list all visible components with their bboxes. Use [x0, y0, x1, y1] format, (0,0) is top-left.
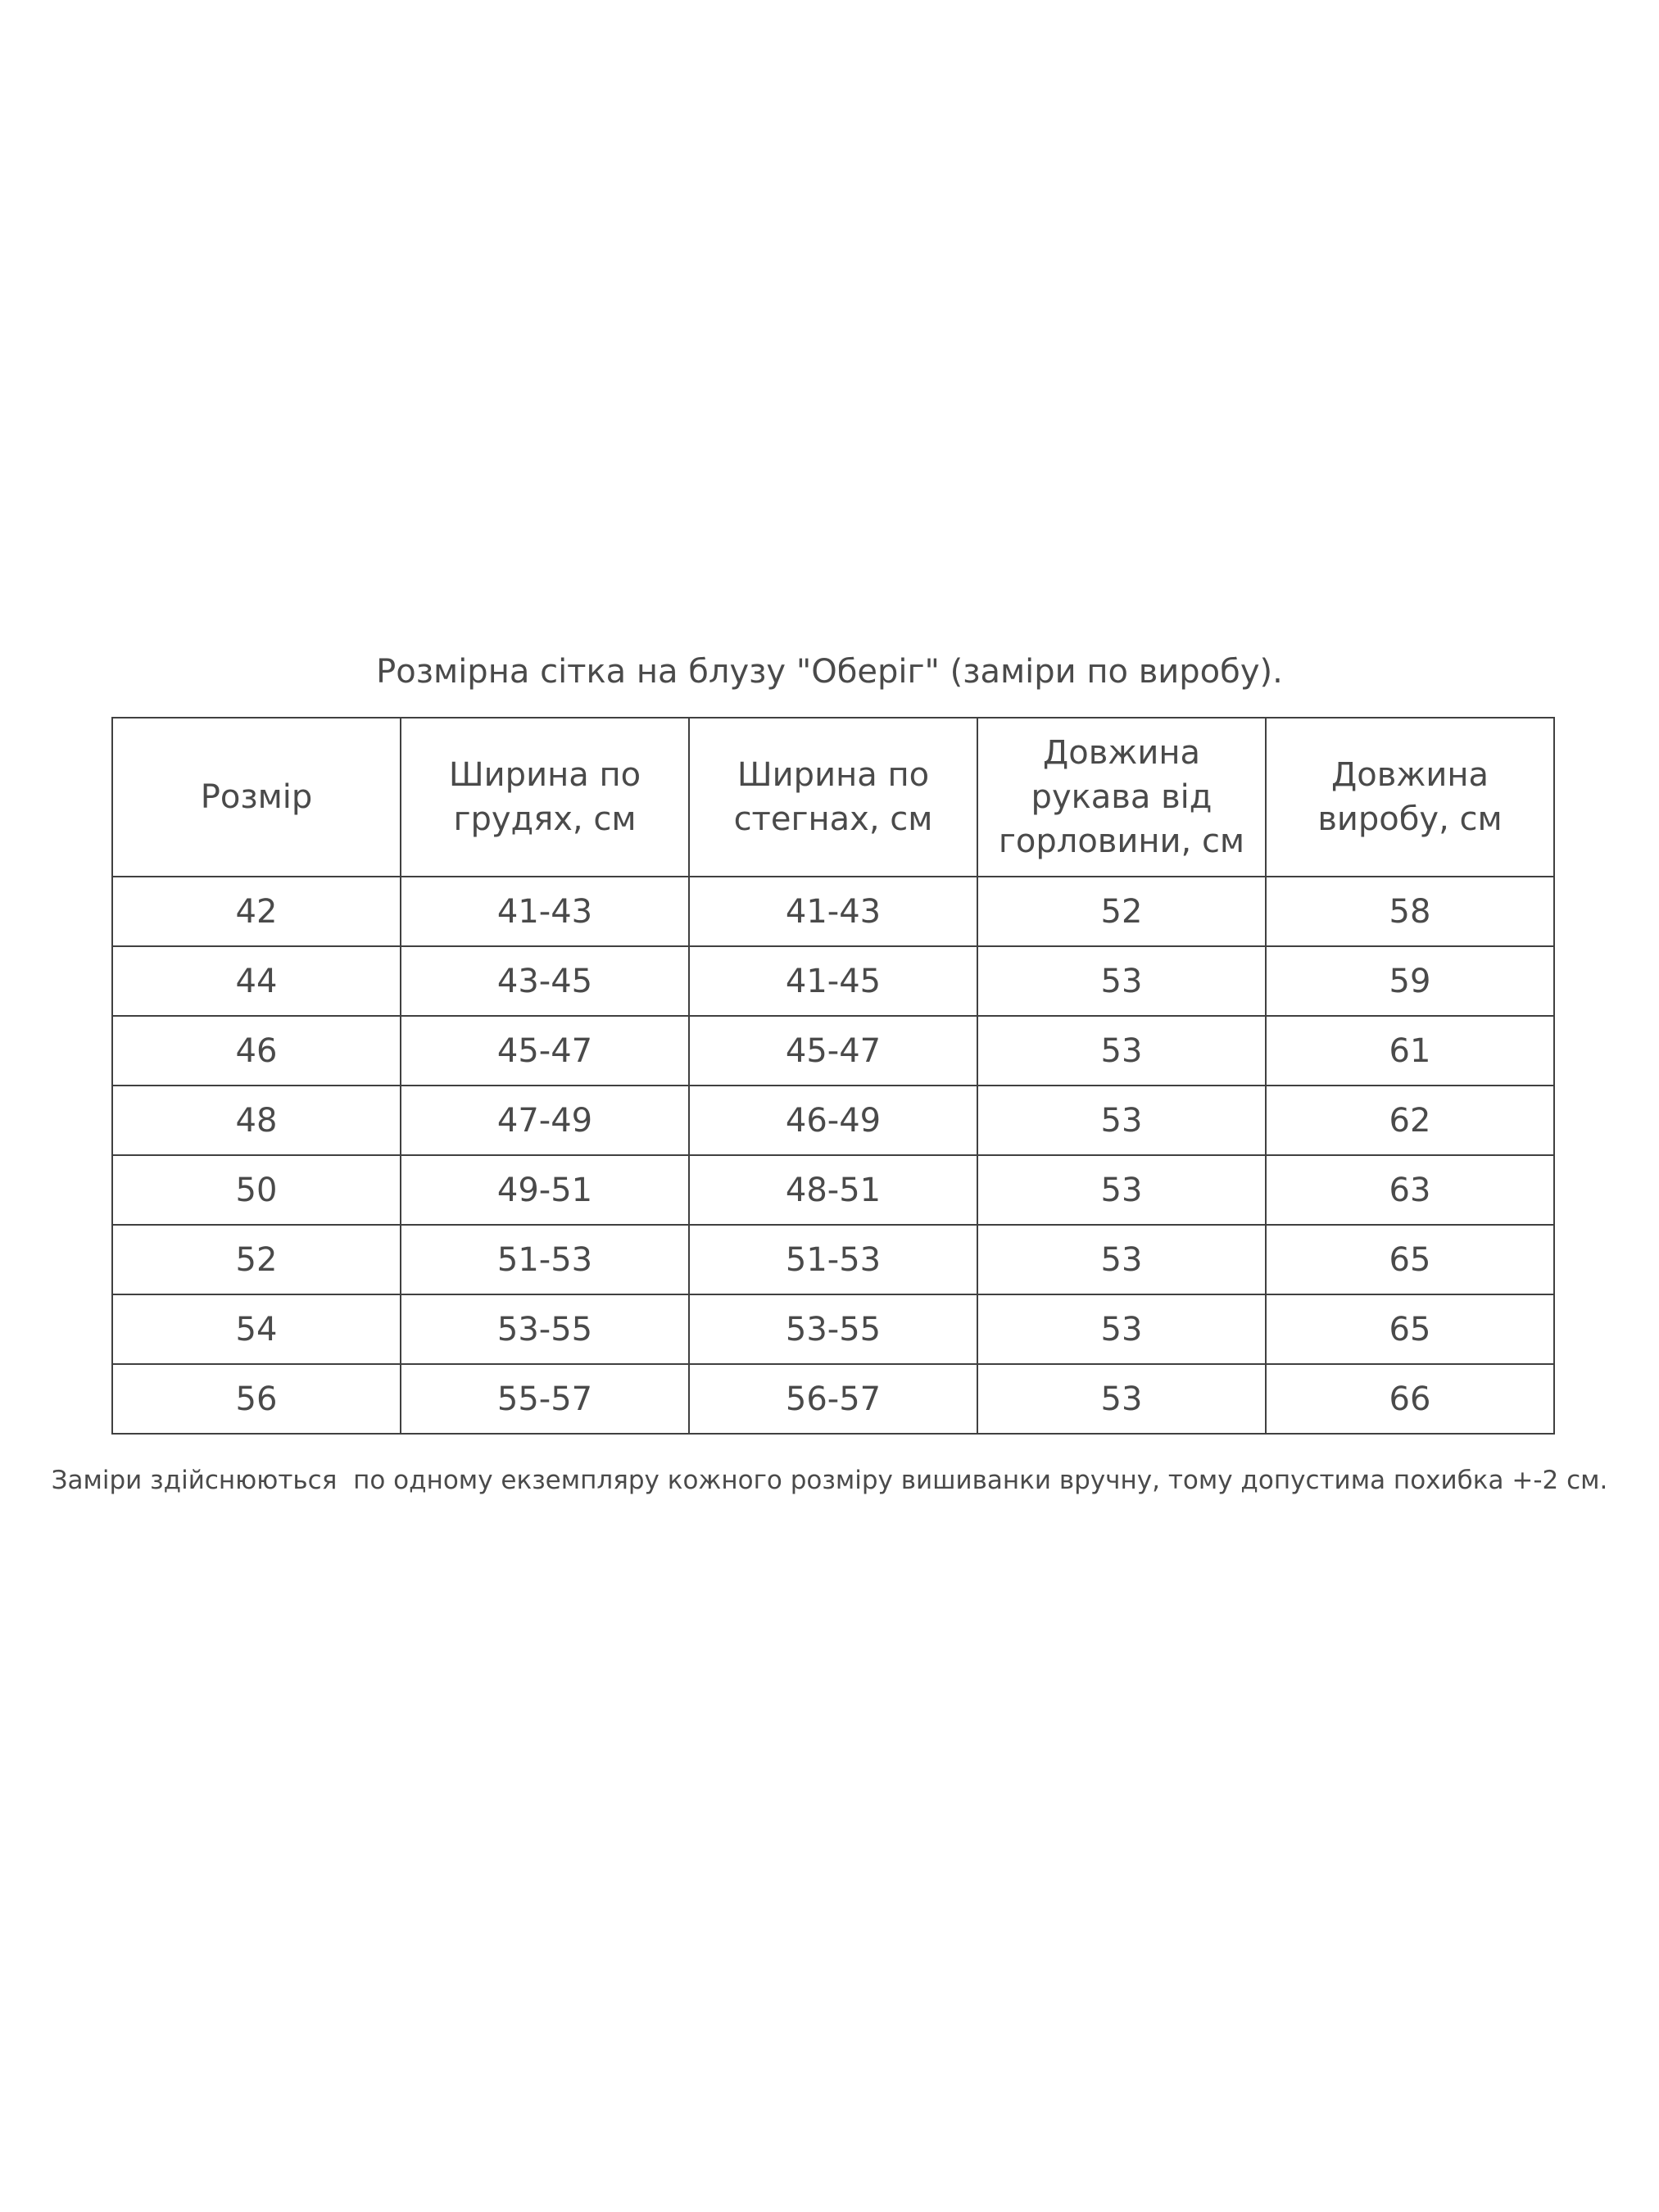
table-row — [112, 1155, 1554, 1225]
cell-sleeve-length: 52 — [977, 877, 1266, 946]
cell-garment-length: 61 — [1266, 1016, 1554, 1086]
cell-garment-length: 58 — [1266, 877, 1554, 946]
cell-sleeve-length: 53 — [977, 1294, 1266, 1364]
cell-hip-width: 53-55 — [689, 1294, 977, 1364]
cell-hip-width: 48-51 — [689, 1155, 977, 1225]
cell-chest-width: 45-47 — [401, 1016, 689, 1086]
cell-size: 52 — [112, 1225, 401, 1294]
cell-chest-width: 55-57 — [401, 1364, 689, 1434]
cell-sleeve-length: 53 — [977, 1225, 1266, 1294]
cell-size: 44 — [112, 946, 401, 1016]
cell-sleeve-length: 53 — [977, 1016, 1266, 1086]
table-title: Розмірна сітка на блузу "Оберіг" (заміри по виробу). — [376, 653, 1283, 691]
cell-size: 54 — [112, 1294, 401, 1364]
cell-garment-length: 66 — [1266, 1364, 1554, 1434]
header-size: Розмір — [112, 718, 401, 877]
measurement-note: Заміри здійснюються по одному екземпляру кожного розміру вишиванки вручну, тому допустима похибка +-2 см. — [51, 1466, 1608, 1495]
table-row — [112, 1086, 1554, 1155]
cell-sleeve-length: 53 — [977, 1086, 1266, 1155]
cell-garment-length: 62 — [1266, 1086, 1554, 1155]
cell-hip-width: 45-47 — [689, 1016, 977, 1086]
cell-garment-length: 65 — [1266, 1225, 1554, 1294]
cell-size: 42 — [112, 877, 401, 946]
cell-sleeve-length: 53 — [977, 1364, 1266, 1434]
table-header-row — [112, 718, 1554, 877]
cell-garment-length: 63 — [1266, 1155, 1554, 1225]
cell-chest-width: 47-49 — [401, 1086, 689, 1155]
cell-size: 56 — [112, 1364, 401, 1434]
size-chart-table — [111, 717, 1555, 1435]
cell-chest-width: 53-55 — [401, 1294, 689, 1364]
cell-hip-width: 41-43 — [689, 877, 977, 946]
cell-sleeve-length: 53 — [977, 946, 1266, 1016]
cell-hip-width: 56-57 — [689, 1364, 977, 1434]
header-garment-length: Довжина виробу, см — [1266, 718, 1554, 877]
cell-garment-length: 65 — [1266, 1294, 1554, 1364]
table-row — [112, 946, 1554, 1016]
table-row — [112, 1225, 1554, 1294]
cell-chest-width: 51-53 — [401, 1225, 689, 1294]
cell-size: 48 — [112, 1086, 401, 1155]
table-row — [112, 1364, 1554, 1434]
cell-chest-width: 49-51 — [401, 1155, 689, 1225]
cell-chest-width: 41-43 — [401, 877, 689, 946]
cell-garment-length: 59 — [1266, 946, 1554, 1016]
header-hip-width: Ширина по стегнах, см — [689, 718, 977, 877]
table-row — [112, 1016, 1554, 1086]
cell-size: 46 — [112, 1016, 401, 1086]
table-row — [112, 877, 1554, 946]
cell-hip-width: 46-49 — [689, 1086, 977, 1155]
cell-chest-width: 43-45 — [401, 946, 689, 1016]
table-row — [112, 1294, 1554, 1364]
cell-sleeve-length: 53 — [977, 1155, 1266, 1225]
cell-hip-width: 41-45 — [689, 946, 977, 1016]
cell-size: 50 — [112, 1155, 401, 1225]
header-chest-width: Ширина по грудях, см — [401, 718, 689, 877]
cell-hip-width: 51-53 — [689, 1225, 977, 1294]
header-sleeve-length: Довжина рукава від горловини, см — [977, 718, 1266, 877]
